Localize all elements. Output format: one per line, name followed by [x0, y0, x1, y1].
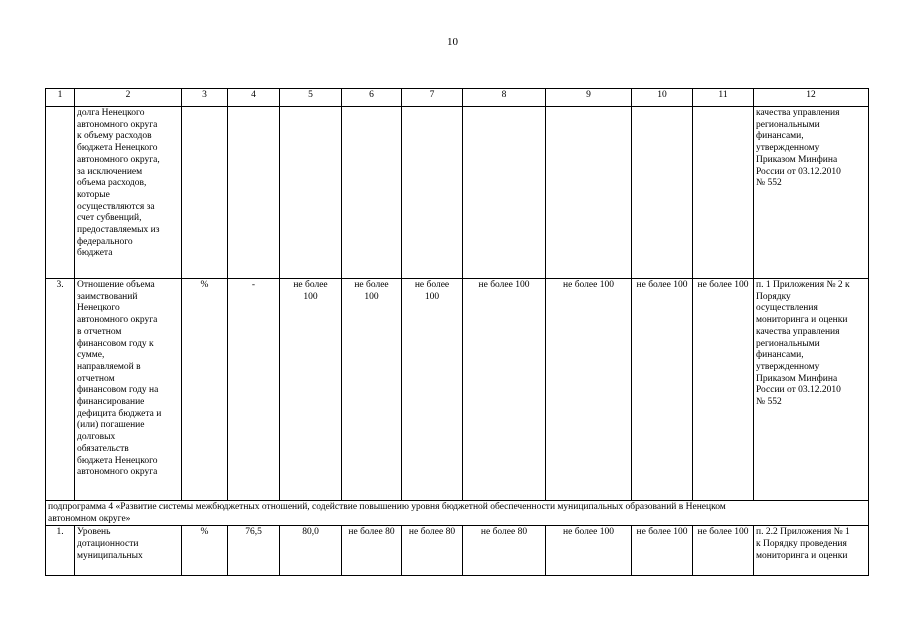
- value-cell: не более 100: [280, 279, 342, 501]
- value-cell: не более 100: [632, 526, 693, 576]
- table-row: [46, 526, 869, 576]
- header-cell: 11: [693, 89, 754, 107]
- header-cell: 4: [228, 89, 280, 107]
- table-row-continuation: [46, 107, 869, 279]
- header-cell: 2: [75, 89, 182, 107]
- unit-cell: %: [182, 526, 228, 576]
- value-cell: не более 100: [693, 526, 754, 576]
- value-cell: не более 80: [342, 526, 402, 576]
- value-cell: не более 100: [693, 279, 754, 501]
- subprogram-title: подпрограмма 4 «Развитие системы межбюджетных отношений, содействие повышению уровня бюджетной обеспеченности муниципальных образований в Ненецком автономном округе»: [46, 501, 869, 526]
- value-cell: не более 100: [463, 279, 546, 501]
- value-cell: 80,0: [280, 526, 342, 576]
- indicators-table: [45, 88, 869, 576]
- header-cell: 1: [46, 89, 75, 107]
- indicator-name: Отношение объема заимствований Ненецкого автономного округа в отчетном финансовом году к сумме, направляемой в отчетном финансовом году на финансирование дефицита бюджета и (или) погашение долговых обязательств бюджета Ненецкого автономного округа: [75, 279, 182, 501]
- row-number: 3.: [46, 279, 75, 501]
- value-cell: 76,5: [228, 526, 280, 576]
- value-cell: не более 100: [632, 279, 693, 501]
- subprogram-row: [46, 501, 869, 526]
- value-cell: -: [228, 279, 280, 501]
- table-row: [46, 279, 869, 501]
- indicator-name: Уровень дотационности муниципальных: [75, 526, 182, 576]
- source-reference: п. 1 Приложения № 2 к Порядку осуществления мониторинга и оценки качества управления региональными финансами, утвержденному Приказом Минфина России от 03.12.2010 № 552: [754, 279, 869, 501]
- source-reference: качества управления региональными финансами, утвержденному Приказом Минфина России от 03.12.2010 № 552: [754, 107, 869, 279]
- header-cell: 8: [463, 89, 546, 107]
- value-cell: не более 100: [402, 279, 463, 501]
- source-reference: п. 2.2 Приложения № 1 к Порядку проведения мониторинга и оценки: [754, 526, 869, 576]
- value-cell: не более 80: [463, 526, 546, 576]
- value-cell: не более 100: [546, 526, 632, 576]
- indicator-name: долга Ненецкого автономного округа к объему расходов бюджета Ненецкого автономного округа, за исключением объема расходов, которые осуществляются за счет субвенций, предоставляемых из федерального бюджета: [75, 107, 182, 279]
- header-cell: 5: [280, 89, 342, 107]
- header-cell: 7: [402, 89, 463, 107]
- header-cell: 12: [754, 89, 869, 107]
- header-cell: 3: [182, 89, 228, 107]
- page-number: 10: [447, 36, 458, 48]
- value-cell: не более 100: [546, 279, 632, 501]
- header-cell: 9: [546, 89, 632, 107]
- header-cell: 6: [342, 89, 402, 107]
- unit-cell: %: [182, 279, 228, 501]
- header-cell: 10: [632, 89, 693, 107]
- header-row: [46, 89, 869, 107]
- row-number: 1.: [46, 526, 75, 576]
- value-cell: не более 100: [342, 279, 402, 501]
- value-cell: не более 80: [402, 526, 463, 576]
